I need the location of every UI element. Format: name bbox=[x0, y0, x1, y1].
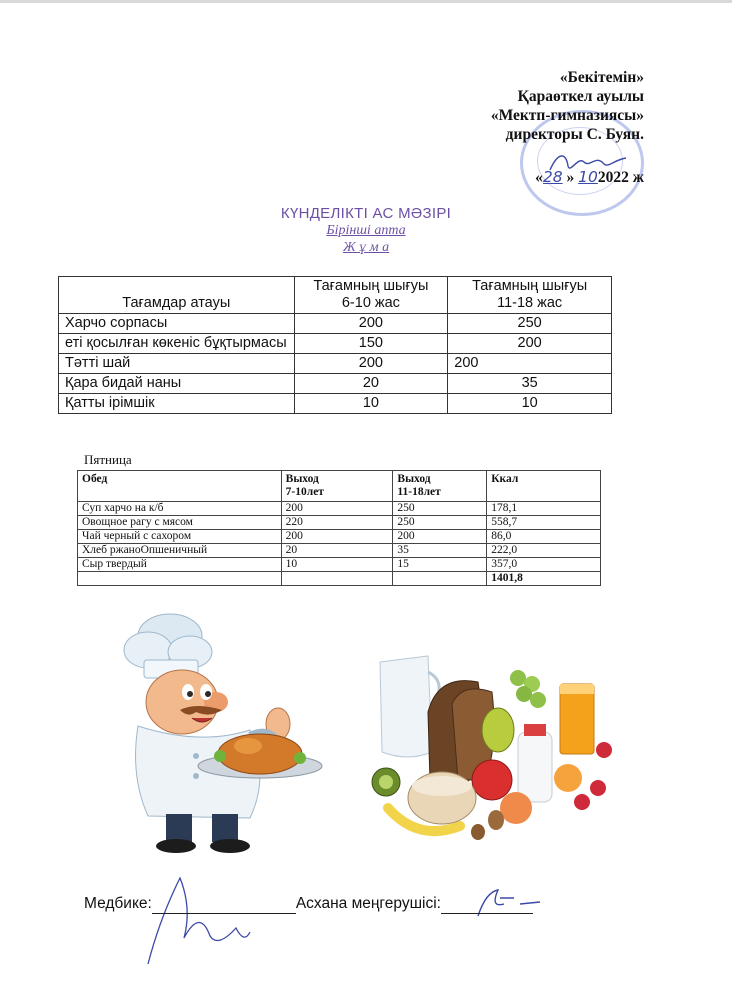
portion-6-10: 20 bbox=[294, 374, 448, 394]
approval-line-3: «Мектп-гимназиясы» bbox=[490, 107, 644, 124]
date-year: 2022 ж bbox=[597, 169, 644, 186]
day-subtitle: Ж ұ м а bbox=[342, 240, 390, 255]
russian-table-caption: Пятница bbox=[84, 452, 132, 467]
yield-11-18: 250 bbox=[393, 502, 487, 516]
meal-name: Сыр твердый bbox=[78, 558, 282, 572]
menu-titles bbox=[0, 205, 732, 256]
yield-7-10: 220 bbox=[281, 516, 393, 530]
approval-line-1: «Бекітемін» bbox=[559, 69, 644, 86]
yield-11-18: 35 bbox=[393, 544, 487, 558]
header-yield-7-10-line2: 7-10лет bbox=[285, 486, 324, 498]
table-header-row bbox=[59, 277, 612, 314]
canteen-head-label: Асхана меңгерушісі: bbox=[295, 895, 441, 912]
date-open-quote: « bbox=[535, 169, 543, 186]
header-portion-11-18-line1: Тағамның шығуы bbox=[472, 278, 588, 294]
header-kcal: Ккал bbox=[487, 471, 601, 502]
canteen-head-signature-line bbox=[441, 895, 533, 914]
food-illustration bbox=[368, 612, 630, 858]
yield-11-18: 200 bbox=[393, 530, 487, 544]
table-row bbox=[78, 502, 601, 516]
kcal: 222,0 bbox=[487, 544, 601, 558]
approval-line-2: Қараөткел ауылы bbox=[517, 88, 644, 105]
table-row bbox=[59, 374, 612, 394]
kcal: 357,0 bbox=[487, 558, 601, 572]
portion-11-18: 35 bbox=[448, 374, 612, 394]
header-portion-6-10 bbox=[294, 277, 448, 314]
meal-name: Суп харчо на к/б bbox=[78, 502, 282, 516]
header-portion-11-18-line2: 11-18 жас bbox=[497, 295, 563, 311]
portion-11-18: 10 bbox=[448, 394, 612, 414]
nurse-signature bbox=[140, 868, 260, 968]
dish-name: еті қосылған көкеніс бұқтырмасы bbox=[59, 334, 295, 354]
portion-11-18: 250 bbox=[448, 314, 612, 334]
dish-name: Харчо сорпасы bbox=[59, 314, 295, 334]
header-yield-11-18 bbox=[393, 471, 487, 502]
portion-6-10: 150 bbox=[294, 334, 448, 354]
kazakh-menu-table bbox=[58, 276, 612, 414]
portion-11-18: 200 bbox=[448, 354, 612, 374]
dish-name: Қара бидай наны bbox=[59, 374, 295, 394]
dish-name: Қатты ірімшік bbox=[59, 394, 295, 414]
table-total-row bbox=[78, 572, 601, 586]
header-meal: Обед bbox=[78, 471, 282, 502]
kcal: 86,0 bbox=[487, 530, 601, 544]
total-kcal: 1401,8 bbox=[487, 572, 601, 586]
table-row bbox=[78, 544, 601, 558]
total-empty-cell bbox=[281, 572, 393, 586]
total-empty-cell bbox=[393, 572, 487, 586]
header-dish-name: Тағамдар атауы bbox=[59, 277, 295, 314]
russian-menu-table bbox=[77, 470, 601, 586]
header-yield-11-18-line2: 11-18лет bbox=[397, 486, 441, 498]
page-top-edge bbox=[0, 0, 732, 3]
nurse-signature-line bbox=[152, 895, 296, 914]
menu-title: КҮНДЕЛІКТІ АС МӘЗІРІ bbox=[280, 205, 452, 222]
date-day: 28 bbox=[542, 168, 563, 186]
meal-name: Овощное рагу с мясом bbox=[78, 516, 282, 530]
approval-line-4: директоры С. Буян. bbox=[505, 126, 644, 143]
header-portion-11-18 bbox=[448, 277, 612, 314]
yield-7-10: 10 bbox=[281, 558, 393, 572]
chef-illustration bbox=[100, 606, 340, 856]
yield-7-10: 200 bbox=[281, 502, 393, 516]
portion-6-10: 200 bbox=[294, 314, 448, 334]
yield-11-18: 250 bbox=[393, 516, 487, 530]
week-subtitle: Бірінші апта bbox=[326, 223, 406, 238]
header-yield-7-10-line1: Выход bbox=[285, 473, 319, 485]
yield-11-18: 15 bbox=[393, 558, 487, 572]
header-portion-6-10-line2: 6-10 жас bbox=[341, 295, 400, 311]
approval-block bbox=[491, 68, 644, 187]
kcal: 558,7 bbox=[487, 516, 601, 530]
yield-7-10: 200 bbox=[281, 530, 393, 544]
date-separator: » bbox=[562, 169, 579, 186]
table-row bbox=[59, 334, 612, 354]
table-row bbox=[78, 558, 601, 572]
dish-name: Тәтті шай bbox=[59, 354, 295, 374]
table-row bbox=[78, 516, 601, 530]
meal-name: Хлеб ржаноОпшеничный bbox=[78, 544, 282, 558]
meal-name: Чай черный с сахором bbox=[78, 530, 282, 544]
kcal: 178,1 bbox=[487, 502, 601, 516]
table-row bbox=[59, 314, 612, 334]
total-empty-cell bbox=[78, 572, 282, 586]
portion-6-10: 200 bbox=[294, 354, 448, 374]
portion-6-10: 10 bbox=[294, 394, 448, 414]
table-row bbox=[78, 530, 601, 544]
table-row bbox=[59, 394, 612, 414]
signature-lines bbox=[84, 895, 533, 914]
nurse-label: Медбике: bbox=[84, 895, 152, 912]
portion-11-18: 200 bbox=[448, 334, 612, 354]
header-yield-7-10 bbox=[281, 471, 393, 502]
approval-date bbox=[491, 168, 644, 187]
header-portion-6-10-line1: Тағамның шығуы bbox=[313, 278, 429, 294]
header-yield-11-18-line1: Выход bbox=[397, 473, 431, 485]
table-header-row bbox=[78, 471, 601, 502]
date-month: 10 bbox=[578, 168, 598, 186]
table-row bbox=[59, 354, 612, 374]
yield-7-10: 20 bbox=[281, 544, 393, 558]
